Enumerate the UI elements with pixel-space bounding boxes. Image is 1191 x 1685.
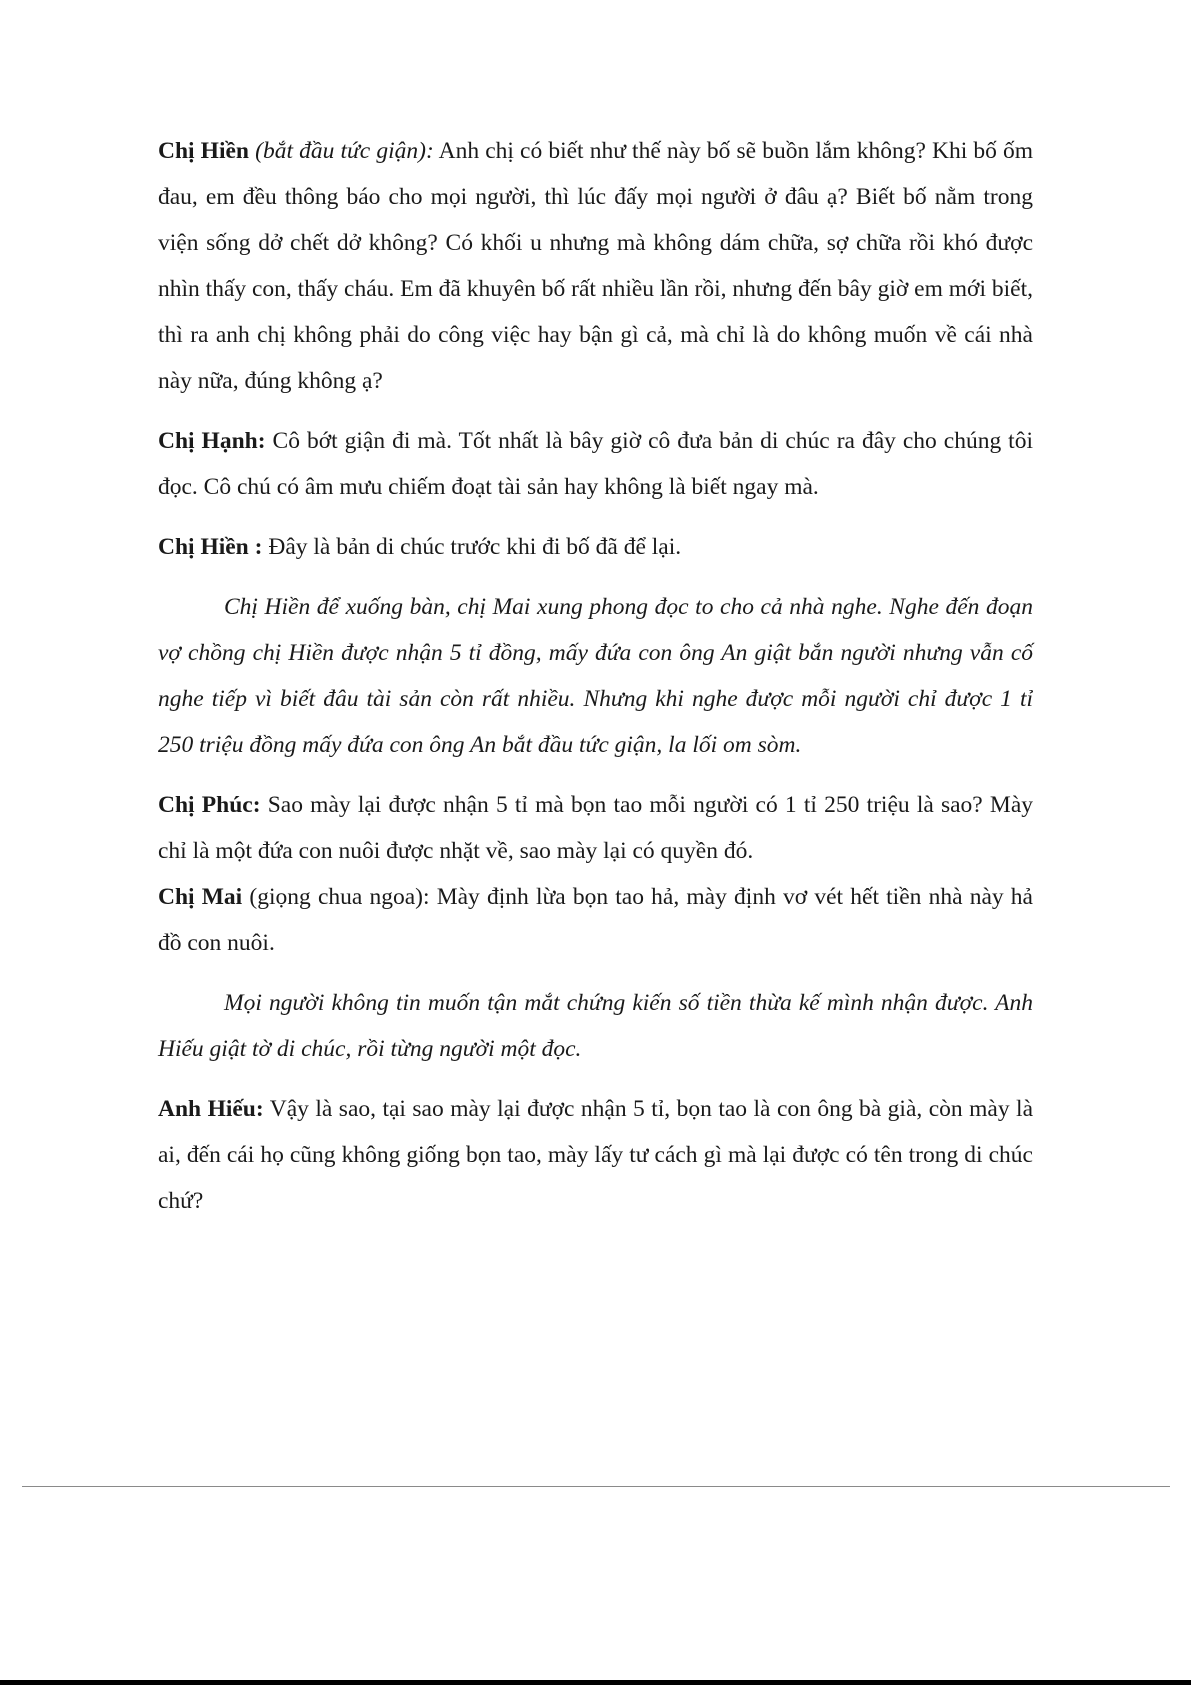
dialogue-paragraph xyxy=(158,128,1033,404)
dialogue-text: Mày định lừa bọn tao hả, mày định vơ vét hết tiền nhà này hả đồ con nuôi. xyxy=(158,884,1033,956)
stage-note: (bắt đầu tức giận): xyxy=(255,138,434,164)
dialogue-text: Anh chị có biết như thế này bố sẽ buồn lắm không? Khi bố ốm đau, em đều thông báo cho mọi người, thì lúc đấy mọi người ở đâu ạ? Biết bố nằm trong viện sống dở chết dở không? Có khối u nhưng mà không dám chữa, sợ chữa rồi khó được nhìn thấy con, thấy cháu. Em đã khuyên bố rất nhiều lần rồi, nhưng đến bây giờ em mới biết, thì ra anh chị không phải do công việc hay bận gì cả, mà chỉ là do không muốn về cái nhà này nữa, đúng không ạ? xyxy=(158,138,1034,394)
bottom-edge-line xyxy=(0,1680,1191,1685)
dialogue-text: Cô bớt giận đi mà. Tốt nhất là bây giờ cô đưa bản di chúc ra đây cho chúng tôi đọc. Cô chú có âm mưu chiếm đoạt tài sản hay không là biết ngay mà. xyxy=(158,428,1033,500)
speaker-name: Chị Mai xyxy=(158,884,243,910)
dialogue-paragraph xyxy=(158,782,1033,874)
speaker-name: Chị Phúc: xyxy=(158,792,261,818)
speaker-name: Chị Hiền xyxy=(158,138,249,164)
speaker-name: Anh Hiếu: xyxy=(158,1096,264,1122)
stage-direction: Chị Hiền để xuống bàn, chị Mai xung phong đọc to cho cả nhà nghe. Nghe đến đoạn vợ chồng chị Hiền được nhận 5 tỉ đồng, mấy đứa con ông An giật bắn người nhưng vẫn cố nghe tiếp vì biết đâu tài sản còn rất nhiều. Nhưng khi nghe được mỗi người chỉ được 1 tỉ 250 triệu đồng mấy đứa con ông An bắt đầu tức giận, la lối om sòm. xyxy=(158,594,1033,758)
dialogue-text: Đây là bản di chúc trước khi đi bố đã để lại. xyxy=(268,534,682,560)
speaker-name: Chị Hạnh: xyxy=(158,428,266,454)
document-body xyxy=(158,128,1033,1224)
dialogue-paragraph xyxy=(158,418,1033,510)
speaker-name: Chị Hiền : xyxy=(158,534,263,560)
dialogue-paragraph xyxy=(158,874,1033,966)
dialogue-paragraph xyxy=(158,524,1033,570)
dialogue-paragraph xyxy=(158,1086,1033,1224)
page-divider xyxy=(22,1486,1170,1487)
dialogue-text: Sao mày lại được nhận 5 tỉ mà bọn tao mỗi người có 1 tỉ 250 triệu là sao? Mày chỉ là một đứa con nuôi được nhặt về, sao mày lại có quyền đó. xyxy=(158,792,1034,864)
stage-direction: Mọi người không tin muốn tận mắt chứng kiến số tiền thừa kế mình nhận được. Anh Hiếu giật tờ di chúc, rồi từng người một đọc. xyxy=(158,990,1033,1062)
stage-note: (giọng chua ngoa): xyxy=(249,884,430,910)
dialogue-text: Vậy là sao, tại sao mày lại được nhận 5 tỉ, bọn tao là con ông bà già, còn mày là ai, đến cái họ cũng không giống bọn tao, mày lấy tư cách gì mà lại được có tên trong di chúc chứ? xyxy=(158,1096,1034,1214)
